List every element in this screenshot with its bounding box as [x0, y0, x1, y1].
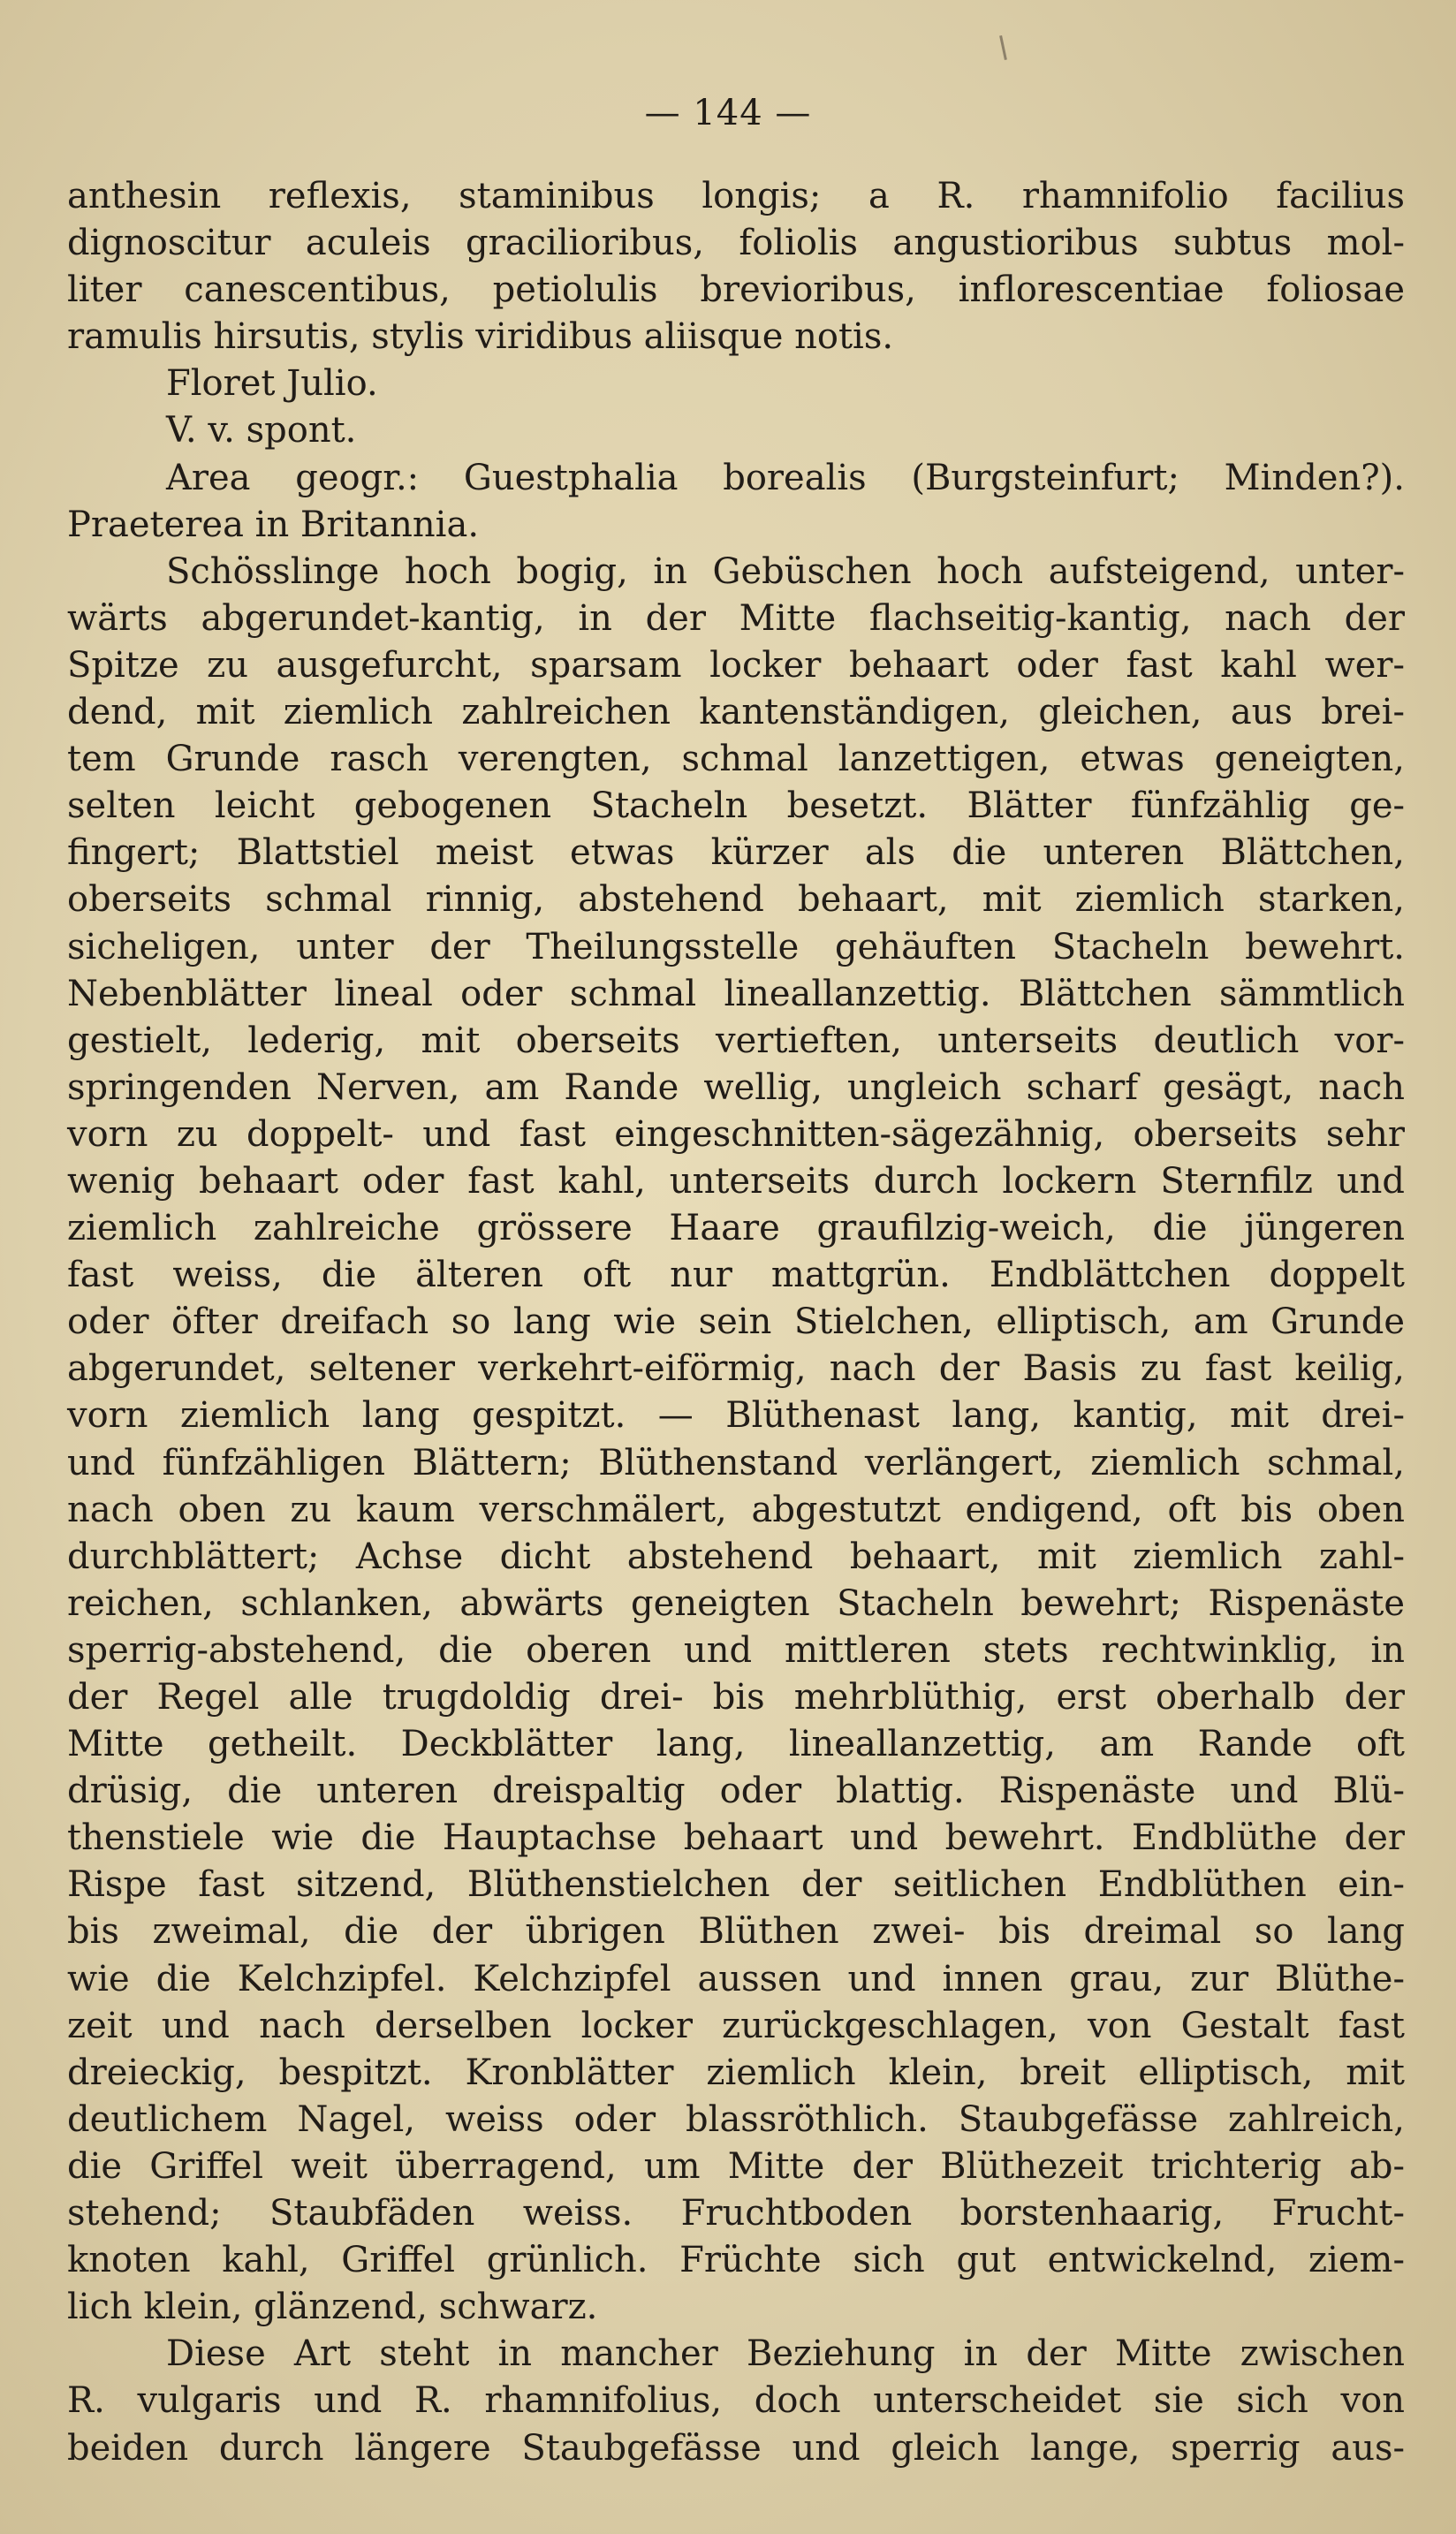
text-line: und fünfzähligen Blättern; Blüthenstand verlängert, ziemlich schmal,: [67, 1442, 1405, 1483]
text-line: Diese Art steht in mancher Beziehung in der Mitte zwischen: [166, 2333, 1405, 2375]
text-line: zeit und nach derselben locker zurückgeschlagen, von Gestalt fast: [67, 2005, 1405, 2046]
text-line: stehend; Staubfäden weiss. Fruchtboden borstenhaarig, Frucht-: [67, 2193, 1405, 2234]
text-body: [67, 173, 1405, 2472]
text-line: Nebenblätter lineal oder schmal lineallanzettig. Blättchen sämmtlich: [67, 973, 1405, 1014]
text-line: abgerundet, seltener verkehrt-eiförmig, nach der Basis zu fast keilig,: [67, 1348, 1405, 1390]
text-line: liter canescentibus, petiolulis brevioribus, inflorescentiae foliosae: [67, 269, 1405, 311]
text-line: drüsig, die unteren dreispaltig oder blattig. Rispenäste und Blü-: [67, 1771, 1405, 1812]
text-line: oberseits schmal rinnig, abstehend behaart, mit ziemlich starken,: [67, 879, 1405, 921]
text-line: thenstiele wie die Hauptachse behaart und bewehrt. Endblüthe der: [67, 1817, 1405, 1859]
text-line: Spitze zu ausgefurcht, sparsam locker behaart oder fast kahl wer-: [67, 644, 1405, 686]
text-line: vorn zu doppelt- und fast eingeschnitten-sägezähnig, oberseits sehr: [67, 1113, 1405, 1155]
text-line: sicheligen, unter der Theilungsstelle gehäuften Stacheln bewehrt.: [67, 926, 1405, 967]
text-line: fast weiss, die älteren oft nur mattgrün. Endblättchen doppelt: [67, 1255, 1405, 1296]
text-line: springenden Nerven, am Rande wellig, ungleich scharf gesägt, nach: [67, 1066, 1405, 1108]
text-line: lich klein, glänzend, schwarz.: [67, 2287, 598, 2328]
text-line: deutlichem Nagel, weiss oder blassröthlich. Staubgefässe zahlreich,: [67, 2098, 1405, 2140]
text-line: anthesin reflexis, staminibus longis; a R. rhamnifolio facilius: [67, 176, 1405, 216]
text-line: wenig behaart oder fast kahl, unterseits durch lockern Sternfilz und: [67, 1160, 1405, 1202]
text-line: Floret Julio.: [166, 363, 378, 405]
text-line: oder öfter dreifach so lang wie sein Stielchen, elliptisch, am Grunde: [67, 1301, 1405, 1343]
text-line: wie die Kelchzipfel. Kelchzipfel aussen und innen grau, zur Blüthe-: [67, 1958, 1405, 1999]
text-line: sperrig-abstehend, die oberen und mittleren stets rechtwinklig, in: [67, 1629, 1405, 1671]
text-line: wärts abgerundet-kantig, in der Mitte flachseitig-kantig, nach der: [67, 597, 1405, 639]
text-line: Schösslinge hoch bogig, in Gebüschen hoch aufsteigend, unter-: [166, 550, 1405, 592]
text-line: die Griffel weit überragend, um Mitte der Blüthezeit trichterig ab-: [67, 2145, 1405, 2187]
text-line: V. v. spont.: [166, 410, 357, 451]
text-line: knoten kahl, Griffel grünlich. Früchte sich gut entwickelnd, ziem-: [67, 2240, 1405, 2281]
text-line: ziemlich zahlreiche grössere Haare graufilzig-weich, die jüngeren: [67, 1208, 1405, 1249]
text-line: ramulis hirsutis, stylis viridibus aliisque notis.: [67, 316, 894, 358]
page-number: — 144 —: [644, 93, 812, 133]
text-line: Area geogr.: Guestphalia borealis (Burgsteinfurt; Minden?).: [166, 457, 1405, 498]
text-line: dignoscitur aculeis gracilioribus, foliolis angustioribus subtus mol-: [67, 223, 1405, 264]
text-line: Rispe fast sitzend, Blüthenstielchen der seitlichen Endblüthen ein-: [67, 1864, 1405, 1906]
stray-ink-mark: [999, 35, 1007, 60]
text-line: R. vulgaris und R. rhamnifolius, doch unterscheidet sie sich von: [67, 2380, 1405, 2422]
text-line: fingert; Blattstiel meist etwas kürzer als die unteren Blättchen,: [67, 832, 1405, 874]
text-line: vorn ziemlich lang gespitzt. — Blüthenast lang, kantig, mit drei-: [67, 1395, 1405, 1437]
text-line: gestielt, lederig, mit oberseits vertieften, unterseits deutlich vor-: [67, 1020, 1405, 1061]
text-line: nach oben zu kaum verschmälert, abgestutzt endigend, oft bis oben: [67, 1489, 1405, 1530]
text-line: reichen, schlanken, abwärts geneigten Stacheln bewehrt; Rispenäste: [67, 1582, 1405, 1624]
text-line: dend, mit ziemlich zahlreichen kantenständigen, gleichen, aus brei-: [67, 692, 1405, 733]
text-line: Praeterea in Britannia.: [67, 504, 480, 545]
text-line: durchblättert; Achse dicht abstehend behaart, mit ziemlich zahl-: [67, 1536, 1405, 1577]
text-line: der Regel alle trugdoldig drei- bis mehrblüthig, erst oberhalb der: [67, 1677, 1405, 1718]
text-line: Mitte getheilt. Deckblätter lang, lineallanzettig, am Rande oft: [67, 1724, 1405, 1765]
text-line: tem Grunde rasch verengten, schmal lanzettigen, etwas geneigten,: [67, 739, 1405, 780]
text-line: dreieckig, bespitzt. Kronblätter ziemlich klein, breit elliptisch, mit: [67, 2052, 1405, 2093]
text-line: bis zweimal, die der übrigen Blüthen zwei- bis dreimal so lang: [67, 1911, 1405, 1953]
text-line: selten leicht gebogenen Stacheln besetzt. Blätter fünfzählig ge-: [67, 785, 1405, 827]
text-line: beiden durch längere Staubgefässe und gleich lange, sperrig aus-: [67, 2427, 1405, 2469]
